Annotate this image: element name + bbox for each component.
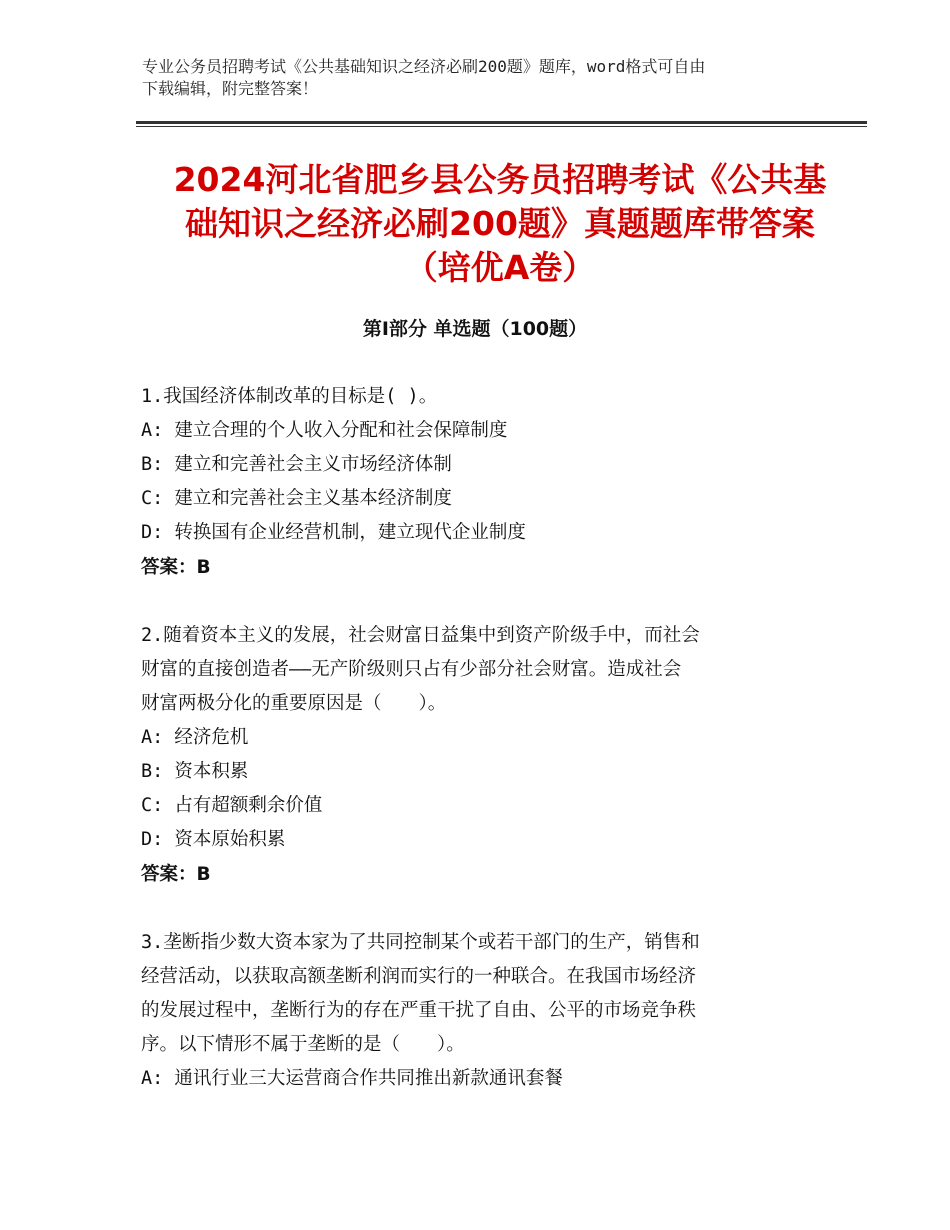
question-1-option-d: D: 转换国有企业经营机制，建立现代企业制度 (141, 522, 526, 543)
question-2-option-b: B: 资本积累 (141, 761, 249, 782)
question-3-stem-line-1: 3.垄断指少数大资本家为了共同控制某个或若干部门的生产，销售和 (141, 932, 700, 953)
question-2-stem-line-1: 2.随着资本主义的发展，社会财富日益集中到资产阶级手中，而社会 (141, 625, 700, 646)
section-title: 第Ⅰ部分 单选题（100题） (362, 318, 588, 340)
question-2-answer: 答案：B (141, 864, 211, 885)
question-3-stem-line-3: 的发展过程中，垄断行为的存在严重干扰了自由、公平的市场竞争秩 (141, 1000, 697, 1021)
document-title (100, 158, 900, 290)
header-divider-thick (136, 121, 867, 124)
question-1-option-a: A: 建立合理的个人收入分配和社会保障制度 (141, 420, 508, 441)
question-2-option-a: A: 经济危机 (141, 727, 249, 748)
question-2-option-d: D: 资本原始积累 (141, 829, 286, 850)
question-3-option-a: A: 通讯行业三大运营商合作共同推出新款通讯套餐 (141, 1068, 563, 1089)
header-note-line-1: 专业公务员招聘考试《公共基础知识之经济必刷200题》题库，word格式可自由 (142, 57, 706, 76)
title-line-3: （培优A卷） (404, 248, 596, 287)
header-note-line-2: 下载编辑，附完整答案！ (142, 79, 319, 98)
question-1-answer: 答案：B (141, 557, 211, 578)
question-3-stem-line-4: 序。以下情形不属于垄断的是（ ）。 (141, 1034, 465, 1055)
question-1-option-b: B: 建立和完善社会主义市场经济体制 (141, 454, 452, 475)
question-2-stem-line-3: 财富两极分化的重要原因是（ ）。 (141, 693, 447, 714)
question-1-option-c: C: 建立和完善社会主义基本经济制度 (141, 488, 452, 509)
header-divider-thin (136, 126, 867, 127)
title-line-2: 础知识之经济必刷200题》真题题库带答案 (185, 204, 815, 243)
question-1-stem: 1.我国经济体制改革的目标是( )。 (141, 386, 438, 407)
title-line-1: 2024河北省肥乡县公务员招聘考试《公共基 (173, 160, 827, 199)
question-2-stem-line-2: 财富的直接创造者——无产阶级则只占有少部分社会财富。造成社会 (141, 659, 682, 680)
question-2-option-c: C: 占有超额剩余价值 (141, 795, 323, 816)
header-note (142, 56, 822, 100)
question-3-stem-line-2: 经营活动，以获取高额垄断利润而实行的一种联合。在我国市场经济 (141, 966, 697, 987)
